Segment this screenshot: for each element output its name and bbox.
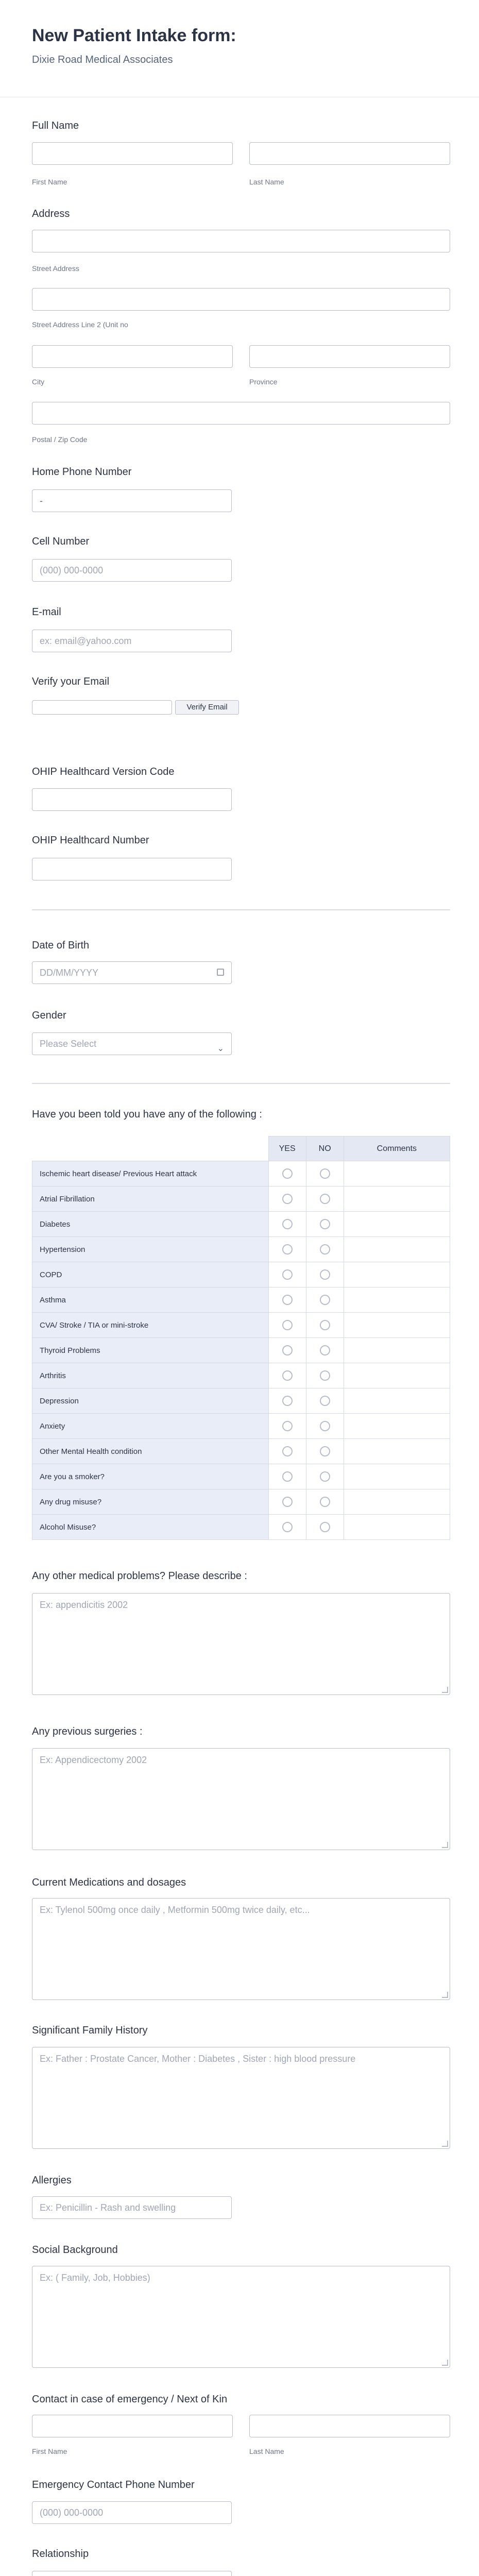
- matrix-corner: [32, 1137, 269, 1161]
- matrix-question: Atrial Fibrillation: [32, 1187, 269, 1212]
- radio-yes[interactable]: [282, 1244, 293, 1255]
- radio-no[interactable]: [320, 1370, 330, 1381]
- ohip-number-label: OHIP Healthcard Number: [32, 835, 149, 846]
- radio-yes[interactable]: [282, 1421, 293, 1431]
- matrix-comment-cell[interactable]: [344, 1262, 450, 1287]
- matrix-row: [32, 1489, 450, 1515]
- medications-textarea[interactable]: [32, 1898, 450, 2000]
- matrix-cell-yes: [268, 1363, 306, 1388]
- ohip-version-input[interactable]: [32, 788, 232, 811]
- form-title: New Patient Intake form:: [32, 26, 236, 45]
- other-problems-textarea[interactable]: [32, 1593, 450, 1695]
- radio-yes[interactable]: [282, 1269, 293, 1280]
- dob-input[interactable]: [32, 961, 232, 984]
- emergency-first-input[interactable]: [32, 2415, 233, 2437]
- radio-no[interactable]: [320, 1345, 330, 1355]
- radio-yes[interactable]: [282, 1396, 293, 1406]
- matrix-comment-cell[interactable]: [344, 1237, 450, 1262]
- cell-input[interactable]: (000) 000-0000: [32, 559, 232, 582]
- social-textarea[interactable]: [32, 2266, 450, 2368]
- section-divider: [32, 909, 450, 910]
- matrix-cell-no: [306, 1287, 344, 1313]
- matrix-comment-cell[interactable]: [344, 1414, 450, 1439]
- resize-handle[interactable]: [442, 2360, 448, 2366]
- resize-handle[interactable]: [442, 1992, 448, 1998]
- matrix-cell-yes: [268, 1161, 306, 1187]
- radio-no[interactable]: [320, 1269, 330, 1280]
- verify-email-input[interactable]: [32, 700, 172, 715]
- matrix-cell-no: [306, 1212, 344, 1237]
- matrix-question: Other Mental Health condition: [32, 1439, 269, 1464]
- matrix-cell-yes: [268, 1388, 306, 1414]
- city-sublabel: City: [32, 378, 45, 386]
- emergency-phone-input[interactable]: (000) 000-0000: [32, 2501, 232, 2524]
- radio-yes[interactable]: [282, 1522, 293, 1532]
- email-label: E-mail: [32, 606, 61, 618]
- surgeries-textarea[interactable]: [32, 1748, 450, 1850]
- matrix-cell-no: [306, 1414, 344, 1439]
- family-history-label: Significant Family History: [32, 2025, 148, 2036]
- matrix-question: Asthma: [32, 1287, 269, 1313]
- first-name-sublabel: First Name: [32, 178, 67, 186]
- matrix-cell-no: [306, 1489, 344, 1515]
- matrix-row: [32, 1262, 450, 1287]
- matrix-question: COPD: [32, 1262, 269, 1287]
- section-divider-2: [32, 1083, 450, 1084]
- postal-code-sublabel: Postal / Zip Code: [32, 435, 88, 444]
- matrix-cell-yes: [268, 1262, 306, 1287]
- matrix-question: Diabetes: [32, 1212, 269, 1237]
- matrix-comment-cell[interactable]: [344, 1363, 450, 1388]
- gender-select[interactable]: [32, 1032, 232, 1055]
- gender-select-value: Please Select: [40, 1039, 97, 1049]
- matrix-row: [32, 1464, 450, 1489]
- matrix-cell-no: [306, 1338, 344, 1363]
- emergency-phone-label: Emergency Contact Phone Number: [32, 2479, 195, 2490]
- dob-placeholder: DD/MM/YYYY: [40, 968, 99, 978]
- matrix-cell-yes: [268, 1313, 306, 1338]
- allergies-input[interactable]: Ex: Penicillin - Rash and swelling: [32, 2196, 232, 2219]
- matrix-comment-cell[interactable]: [344, 1287, 450, 1313]
- radio-yes[interactable]: [282, 1497, 293, 1507]
- radio-no[interactable]: [320, 1471, 330, 1482]
- other-problems-placeholder: Ex: appendicitis 2002: [40, 1600, 128, 1610]
- radio-no[interactable]: [320, 1522, 330, 1532]
- calendar-icon[interactable]: [217, 969, 224, 976]
- email-input[interactable]: ex: email@yahoo.com: [32, 630, 232, 652]
- resize-handle[interactable]: [442, 2141, 448, 2147]
- matrix-question: Alcohol Misuse?: [32, 1515, 269, 1540]
- ohip-version-label: OHIP Healthcard Version Code: [32, 766, 175, 777]
- matrix-cell-no: [306, 1388, 344, 1414]
- allergies-label: Allergies: [32, 2175, 72, 2186]
- matrix-cell-no: [306, 1464, 344, 1489]
- radio-yes[interactable]: [282, 1219, 293, 1229]
- family-history-placeholder: Ex: Father : Prostate Cancer, Mother : Diabetes , Sister : high blood pressure: [40, 2054, 356, 2064]
- matrix-cell-no: [306, 1262, 344, 1287]
- emergency-last-input[interactable]: [249, 2415, 450, 2437]
- matrix-row: [32, 1313, 450, 1338]
- matrix-row: [32, 1187, 450, 1212]
- city-input[interactable]: [32, 345, 233, 368]
- resize-handle[interactable]: [442, 1842, 448, 1848]
- province-input[interactable]: [249, 345, 450, 368]
- first-name-input[interactable]: [32, 142, 233, 165]
- province-sublabel: Province: [249, 378, 278, 386]
- col-yes: YES: [268, 1137, 306, 1161]
- other-problems-label: Any other medical problems? Please describe :: [32, 1570, 247, 1582]
- radio-no[interactable]: [320, 1168, 330, 1179]
- radio-yes[interactable]: [282, 1320, 293, 1330]
- matrix-comment-cell[interactable]: [344, 1313, 450, 1338]
- form-subtitle: Dixie Road Medical Associates: [32, 54, 173, 65]
- street-address-input[interactable]: [32, 230, 450, 252]
- matrix-cell-yes: [268, 1439, 306, 1464]
- radio-no[interactable]: [320, 1219, 330, 1229]
- matrix-question: Depression: [32, 1388, 269, 1414]
- last-name-sublabel: Last Name: [249, 178, 284, 186]
- radio-yes[interactable]: [282, 1370, 293, 1381]
- home-phone-input[interactable]: -: [32, 489, 232, 512]
- matrix-header-row: [32, 1137, 450, 1161]
- matrix-question: Hypertension: [32, 1237, 269, 1262]
- full-name-label: Full Name: [32, 120, 79, 131]
- matrix-body: [32, 1161, 450, 1540]
- matrix-row: [32, 1338, 450, 1363]
- matrix-comment-cell[interactable]: [344, 1439, 450, 1464]
- matrix-comment-cell[interactable]: [344, 1489, 450, 1515]
- radio-no[interactable]: [320, 1320, 330, 1330]
- matrix-comment-cell[interactable]: [344, 1212, 450, 1237]
- matrix-question: Ischemic heart disease/ Previous Heart attack: [32, 1161, 269, 1187]
- surgeries-label: Any previous surgeries :: [32, 1726, 143, 1737]
- matrix-comment-cell[interactable]: [344, 1338, 450, 1363]
- medications-placeholder: Ex: Tylenol 500mg once daily , Metformin 500mg twice daily, etc...: [40, 1905, 310, 1915]
- home-phone-label: Home Phone Number: [32, 466, 132, 478]
- resize-handle[interactable]: [442, 1687, 448, 1693]
- ohip-number-input[interactable]: [32, 858, 232, 880]
- matrix-cell-no: [306, 1515, 344, 1540]
- conditions-matrix: [32, 1136, 450, 1540]
- street-address2-sublabel: Street Address Line 2 (Unit no: [32, 320, 128, 329]
- address-label: Address: [32, 208, 70, 219]
- matrix-row: [32, 1388, 450, 1414]
- radio-no[interactable]: [320, 1497, 330, 1507]
- matrix-question: CVA/ Stroke / TIA or mini-stroke: [32, 1313, 269, 1338]
- matrix-question: Any drug misuse?: [32, 1489, 269, 1515]
- radio-no[interactable]: [320, 1244, 330, 1255]
- street-address2-input[interactable]: [32, 288, 450, 311]
- matrix-question: Anxiety: [32, 1414, 269, 1439]
- matrix-row: [32, 1237, 450, 1262]
- matrix-cell-no: [306, 1313, 344, 1338]
- matrix-cell-yes: [268, 1338, 306, 1363]
- matrix-cell-no: [306, 1187, 344, 1212]
- matrix-cell-yes: [268, 1515, 306, 1540]
- relationship-label: Relationship: [32, 2548, 89, 2560]
- chevron-down-icon: ⌄: [217, 1044, 224, 1053]
- radio-no[interactable]: [320, 1295, 330, 1305]
- matrix-comment-cell[interactable]: [344, 1161, 450, 1187]
- radio-yes[interactable]: [282, 1194, 293, 1204]
- matrix-cell-yes: [268, 1489, 306, 1515]
- last-name-input[interactable]: [249, 142, 450, 165]
- matrix-cell-no: [306, 1439, 344, 1464]
- matrix-row: [32, 1439, 450, 1464]
- radio-yes[interactable]: [282, 1295, 293, 1305]
- radio-yes[interactable]: [282, 1345, 293, 1355]
- street-address-sublabel: Street Address: [32, 264, 79, 273]
- matrix-row: [32, 1515, 450, 1540]
- matrix-cell-yes: [268, 1287, 306, 1313]
- matrix-cell-yes: [268, 1414, 306, 1439]
- radio-yes[interactable]: [282, 1446, 293, 1456]
- family-history-textarea[interactable]: [32, 2047, 450, 2149]
- col-no: NO: [306, 1137, 344, 1161]
- dob-label: Date of Birth: [32, 940, 90, 951]
- matrix-comment-cell[interactable]: [344, 1187, 450, 1212]
- verify-email-button[interactable]: Verify Email: [175, 700, 239, 715]
- cell-label: Cell Number: [32, 536, 90, 547]
- matrix-cell-yes: [268, 1237, 306, 1262]
- emergency-label: Contact in case of emergency / Next of Kin: [32, 2394, 228, 2405]
- surgeries-placeholder: Ex: Appendicectomy 2002: [40, 1755, 147, 1765]
- matrix-row: [32, 1414, 450, 1439]
- matrix-comment-cell[interactable]: [344, 1464, 450, 1489]
- radio-no[interactable]: [320, 1396, 330, 1406]
- social-label: Social Background: [32, 2244, 118, 2256]
- postal-code-input[interactable]: [32, 402, 450, 425]
- emergency-last-sublabel: Last Name: [249, 2447, 284, 2455]
- matrix-question: Arthritis: [32, 1363, 269, 1388]
- verify-email-label: Verify your Email: [32, 676, 110, 687]
- social-placeholder: Ex: ( Family, Job, Hobbies): [40, 2273, 150, 2283]
- matrix-comment-cell[interactable]: [344, 1515, 450, 1540]
- gender-label: Gender: [32, 1010, 66, 1021]
- matrix-cell-no: [306, 1161, 344, 1187]
- matrix-question: Are you a smoker?: [32, 1464, 269, 1489]
- emergency-first-sublabel: First Name: [32, 2447, 67, 2455]
- radio-no[interactable]: [320, 1421, 330, 1431]
- medications-label: Current Medications and dosages: [32, 1877, 186, 1888]
- matrix-row: [32, 1161, 450, 1187]
- relationship-input[interactable]: [32, 2571, 232, 2576]
- radio-no[interactable]: [320, 1446, 330, 1456]
- conditions-label: Have you been told you have any of the following :: [32, 1109, 262, 1120]
- radio-no[interactable]: [320, 1194, 330, 1204]
- matrix-cell-no: [306, 1237, 344, 1262]
- matrix-comment-cell[interactable]: [344, 1388, 450, 1414]
- matrix-cell-yes: [268, 1464, 306, 1489]
- matrix-cell-yes: [268, 1212, 306, 1237]
- matrix-question: Thyroid Problems: [32, 1338, 269, 1363]
- radio-yes[interactable]: [282, 1168, 293, 1179]
- col-comments: Comments: [344, 1137, 450, 1161]
- matrix-row: [32, 1212, 450, 1237]
- matrix-row: [32, 1287, 450, 1313]
- matrix-row: [32, 1363, 450, 1388]
- radio-yes[interactable]: [282, 1471, 293, 1482]
- matrix-cell-yes: [268, 1187, 306, 1212]
- matrix-cell-no: [306, 1363, 344, 1388]
